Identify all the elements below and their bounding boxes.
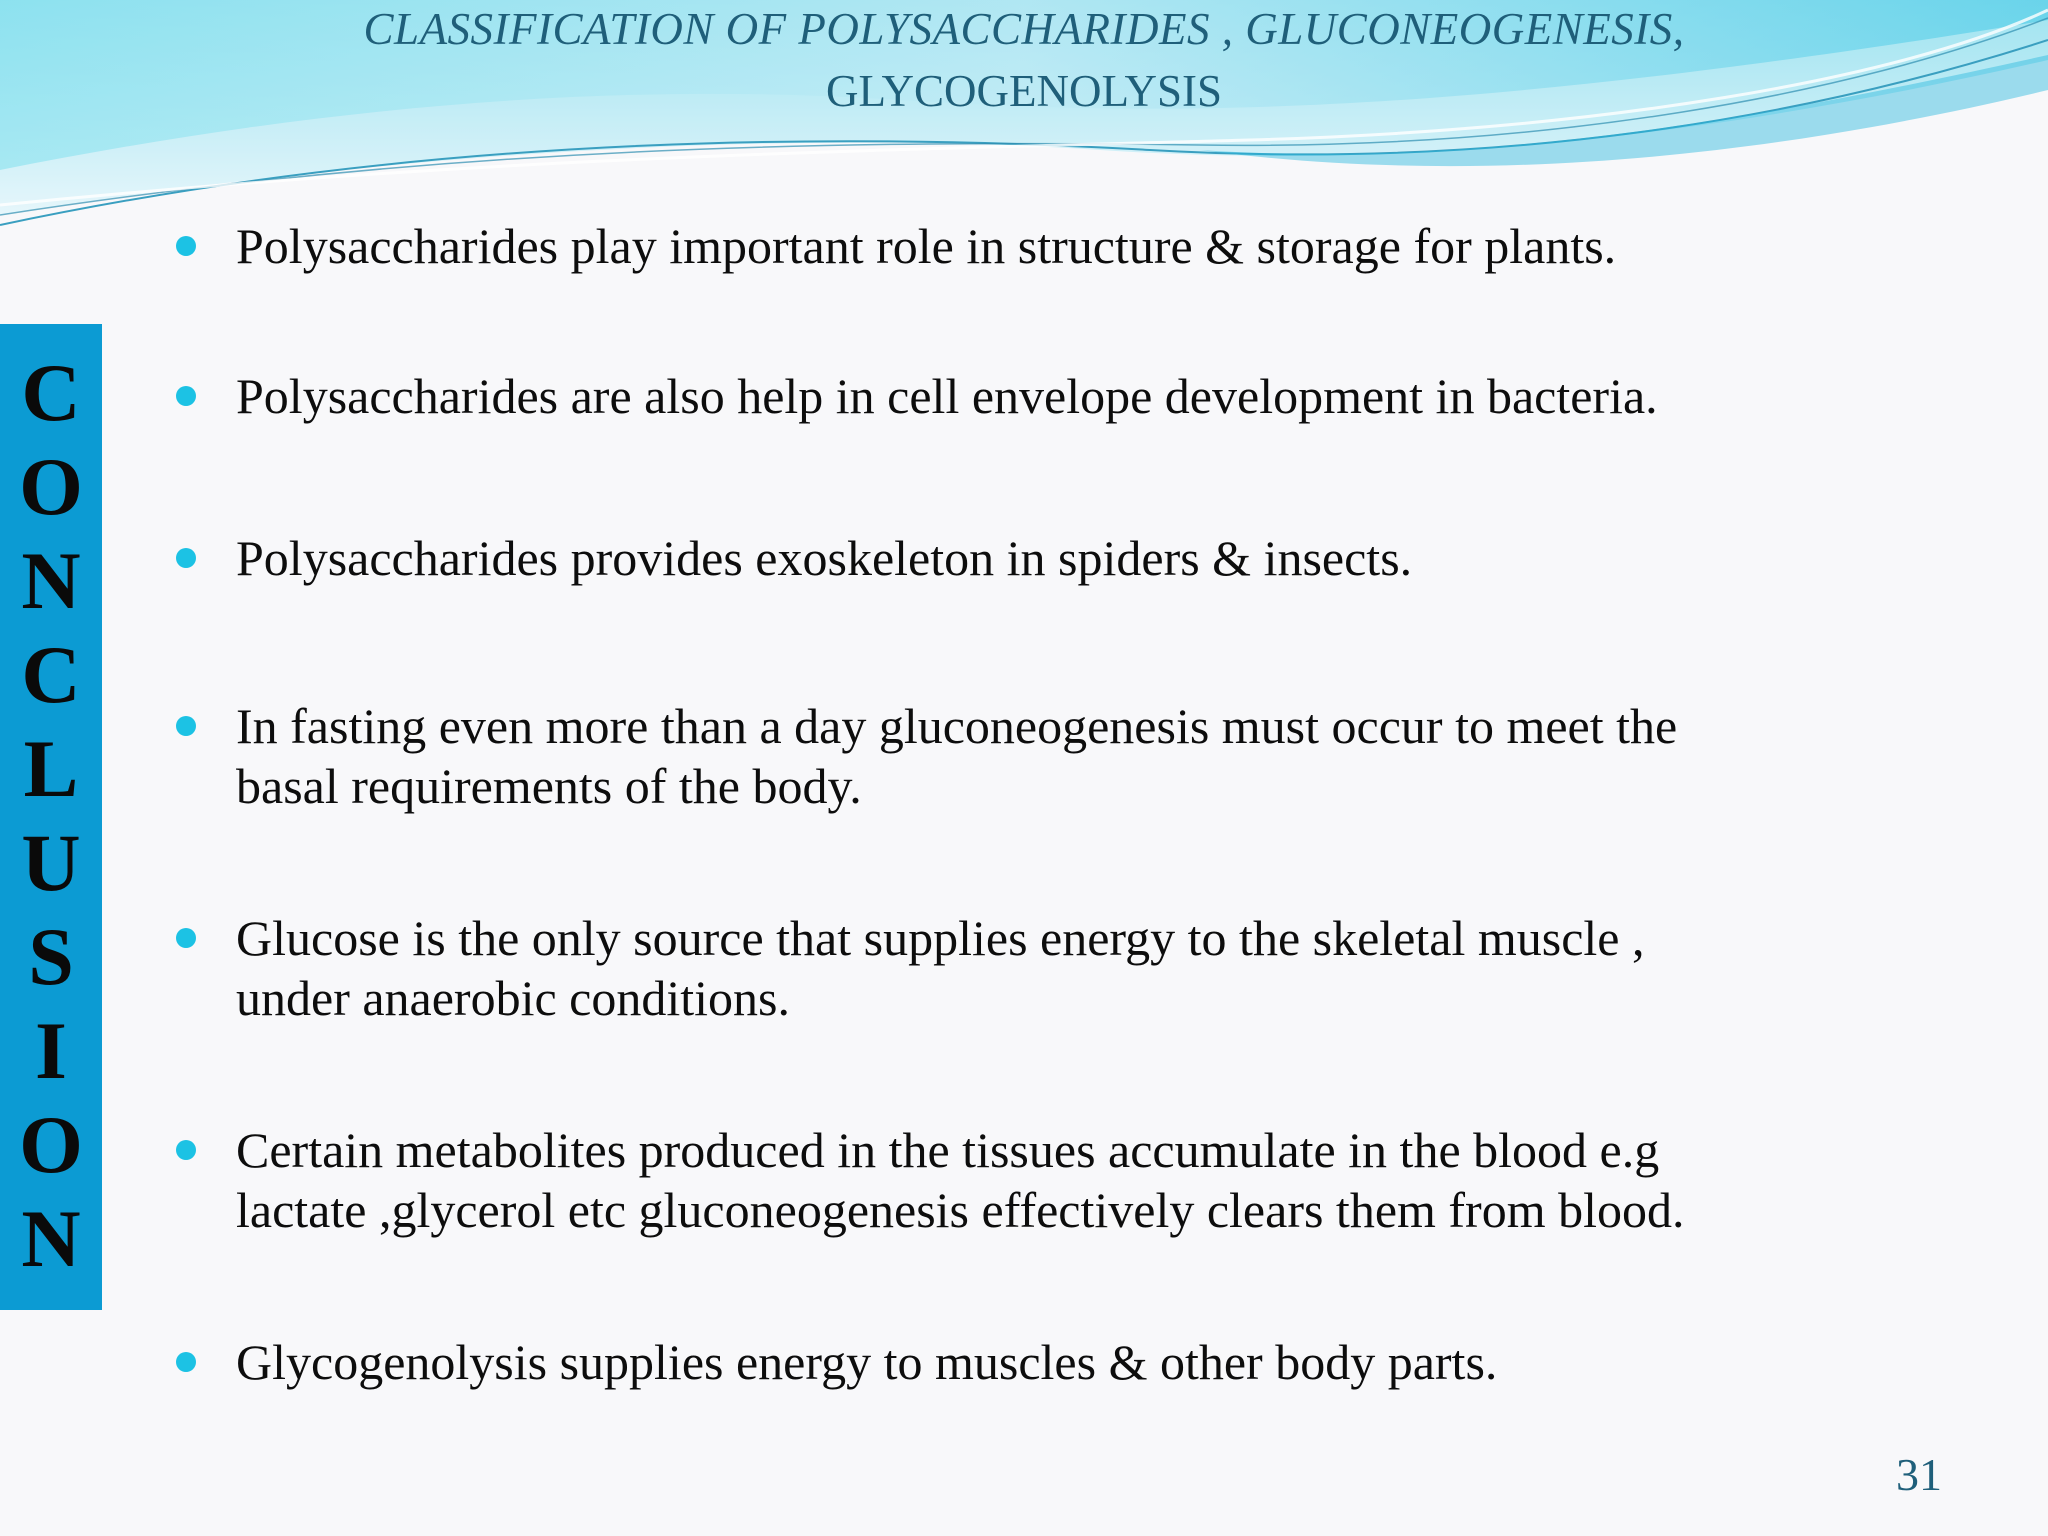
bullet-line: basal requirements of the body. bbox=[236, 758, 862, 814]
bullet-text bbox=[236, 908, 2016, 1028]
page-number: 31 bbox=[1896, 1449, 1942, 1500]
bullet-line: Glucose is the only source that supplies energy to the skeletal muscle , bbox=[236, 910, 1645, 966]
side-letter: C bbox=[21, 347, 81, 438]
bullet-dot-icon bbox=[176, 548, 196, 568]
bullet-line: Glycogenolysis supplies energy to muscles & other body parts. bbox=[236, 1334, 1498, 1390]
bullet-dot-icon bbox=[176, 928, 196, 948]
bullet-line: In fasting even more than a day gluconeogenesis must occur to meet the bbox=[236, 698, 1678, 754]
bullet-line: Certain metabolites produced in the tissues accumulate in the blood e.g bbox=[236, 1122, 1660, 1178]
bullet-line: under anaerobic conditions. bbox=[236, 970, 790, 1026]
bullet-line: Polysaccharides are also help in cell envelope development in bacteria. bbox=[236, 368, 1658, 424]
slide-title-line-2: GLYCOGENOLYSIS bbox=[826, 66, 1222, 116]
bullet-dot-icon bbox=[176, 1140, 196, 1160]
side-letter: S bbox=[28, 911, 74, 1002]
bullet-text bbox=[236, 528, 2016, 588]
bullet-text bbox=[236, 216, 2016, 276]
bullet-dot-icon bbox=[176, 236, 196, 256]
side-letter: U bbox=[21, 817, 81, 908]
side-letter: L bbox=[23, 723, 79, 814]
bullet-dot-icon bbox=[176, 386, 196, 406]
side-letter: C bbox=[21, 629, 81, 720]
side-letter: N bbox=[21, 535, 81, 626]
side-label-band bbox=[0, 324, 102, 1310]
side-letter: O bbox=[19, 441, 83, 532]
bullet-line: Polysaccharides play important role in structure & storage for plants. bbox=[236, 218, 1617, 274]
bullet-text bbox=[236, 1332, 2016, 1392]
bullet-text bbox=[236, 366, 2016, 426]
bullet-dot-icon bbox=[176, 716, 196, 736]
side-letter: O bbox=[19, 1099, 83, 1190]
bullet-line: lactate ,glycerol etc gluconeogenesis effectively clears them from blood. bbox=[236, 1182, 1685, 1238]
bullet-text bbox=[236, 696, 2016, 816]
bullet-line: Polysaccharides provides exoskeleton in spiders & insects. bbox=[236, 530, 1413, 586]
slide-title-line-1: CLASSIFICATION OF POLYSACCHARIDES , GLUCONEOGENESIS, bbox=[363, 4, 1685, 54]
side-letter: I bbox=[35, 1005, 67, 1096]
side-letter: N bbox=[21, 1193, 81, 1284]
bullet-text bbox=[236, 1120, 2016, 1240]
bullet-dot-icon bbox=[176, 1352, 196, 1372]
